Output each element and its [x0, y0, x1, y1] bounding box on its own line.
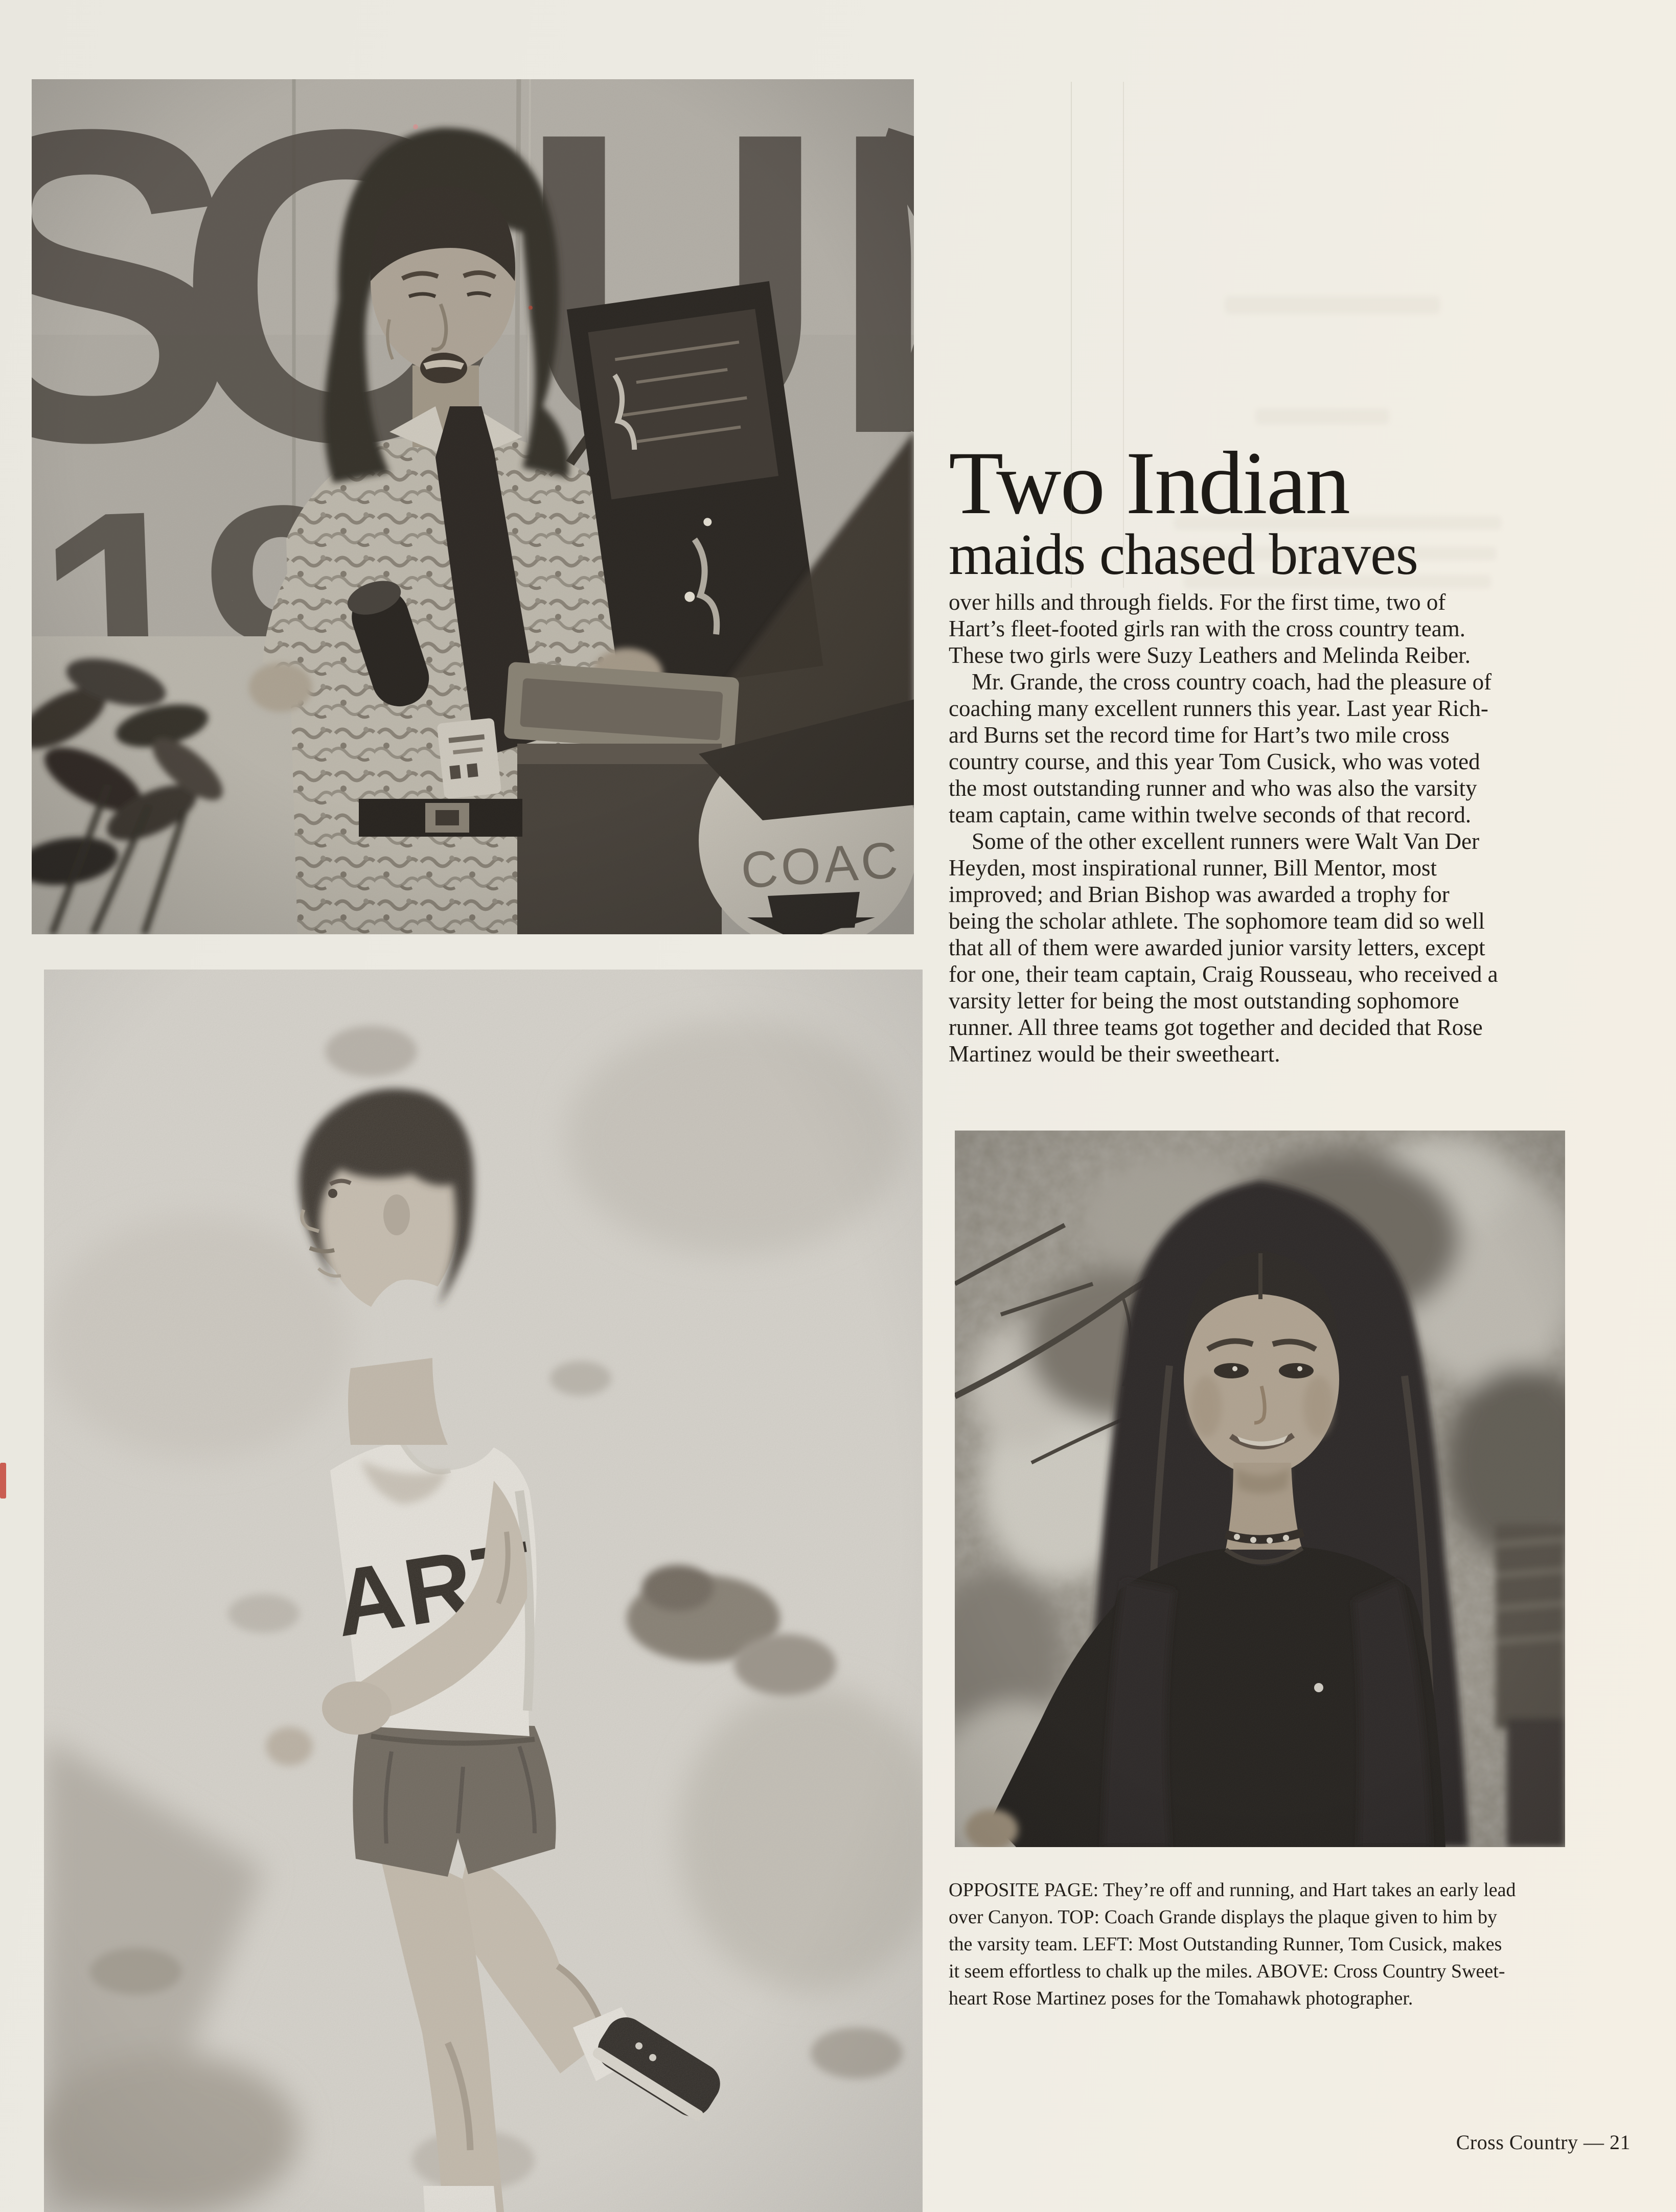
headline-line1: Two Indian: [949, 433, 1349, 533]
text-line: OPPOSITE PAGE: They’re off and running, and Hart takes an early lead: [949, 1879, 1516, 1901]
text-line: improved; and Brian Bishop was awarded a trophy for: [949, 882, 1450, 907]
text-line: country course, and this year Tom Cusick, who was voted: [949, 749, 1480, 774]
text-line: Martinez would be their sweetheart.: [949, 1041, 1280, 1067]
text-line: over hills and through fields. For the first time, two of: [949, 589, 1446, 615]
text-line: over Canyon. TOP: Coach Grande displays the plaque given to him by: [949, 1906, 1497, 1928]
article-body: [949, 589, 1582, 1067]
red-speck: [529, 306, 533, 310]
headline-line2: maids chased braves: [949, 522, 1418, 587]
photo-rose-martinez: [955, 1131, 1565, 1847]
text-line: Hart’s fleet-footed girls ran with the cross country team.: [949, 616, 1465, 641]
text-line: team captain, came within twelve seconds of that record.: [949, 802, 1472, 827]
runner-photo-illustration: [44, 970, 923, 2212]
text-line: runner. All three teams got together and decided that Rose: [949, 1015, 1483, 1040]
text-line: Some of the other excellent runners were Walt Van Der: [949, 828, 1480, 854]
pink-speck: [413, 124, 418, 129]
text-line: These two girls were Suzy Leathers and Melinda Reiber.: [949, 642, 1471, 668]
text-line: for one, their team captain, Craig Rousseau, who received a: [949, 961, 1498, 987]
text-line: varsity letter for being the most outstanding sophomore: [949, 988, 1459, 1013]
photo-coach-grande: [32, 79, 914, 934]
text-line: Heyden, most inspirational runner, Bill Mentor, most: [949, 855, 1437, 881]
text-line: ard Burns set the record time for Hart’s two mile cross: [949, 722, 1450, 748]
red-scan-mark: [0, 1463, 6, 1499]
page-footer: Cross Country — 21: [1456, 2131, 1631, 2154]
text-line: the most outstanding runner and who was also the varsity: [949, 775, 1477, 801]
photo-captions: [949, 1877, 1582, 2012]
text-line: heart Rose Martinez poses for the Tomahawk photographer.: [949, 1988, 1413, 2009]
text-line: being the scholar athlete. The sophomore team did so well: [949, 908, 1485, 934]
text-line: it seem effortless to chalk up the miles. ABOVE: Cross Country Sweet-: [949, 1961, 1505, 1982]
photo-runner-tom-cusick: [44, 970, 923, 2212]
coach-photo-illustration: [32, 79, 914, 934]
text-line: Mr. Grande, the cross country coach, had the pleasure of: [949, 669, 1492, 695]
text-line: coaching many excellent runners this year. Last year Rich-: [949, 696, 1488, 721]
portrait-photo-illustration: [955, 1131, 1565, 1847]
text-line: the varsity team. LEFT: Most Outstanding Runner, Tom Cusick, makes: [949, 1933, 1502, 1955]
text-line: that all of them were awarded junior varsity letters, except: [949, 935, 1485, 960]
